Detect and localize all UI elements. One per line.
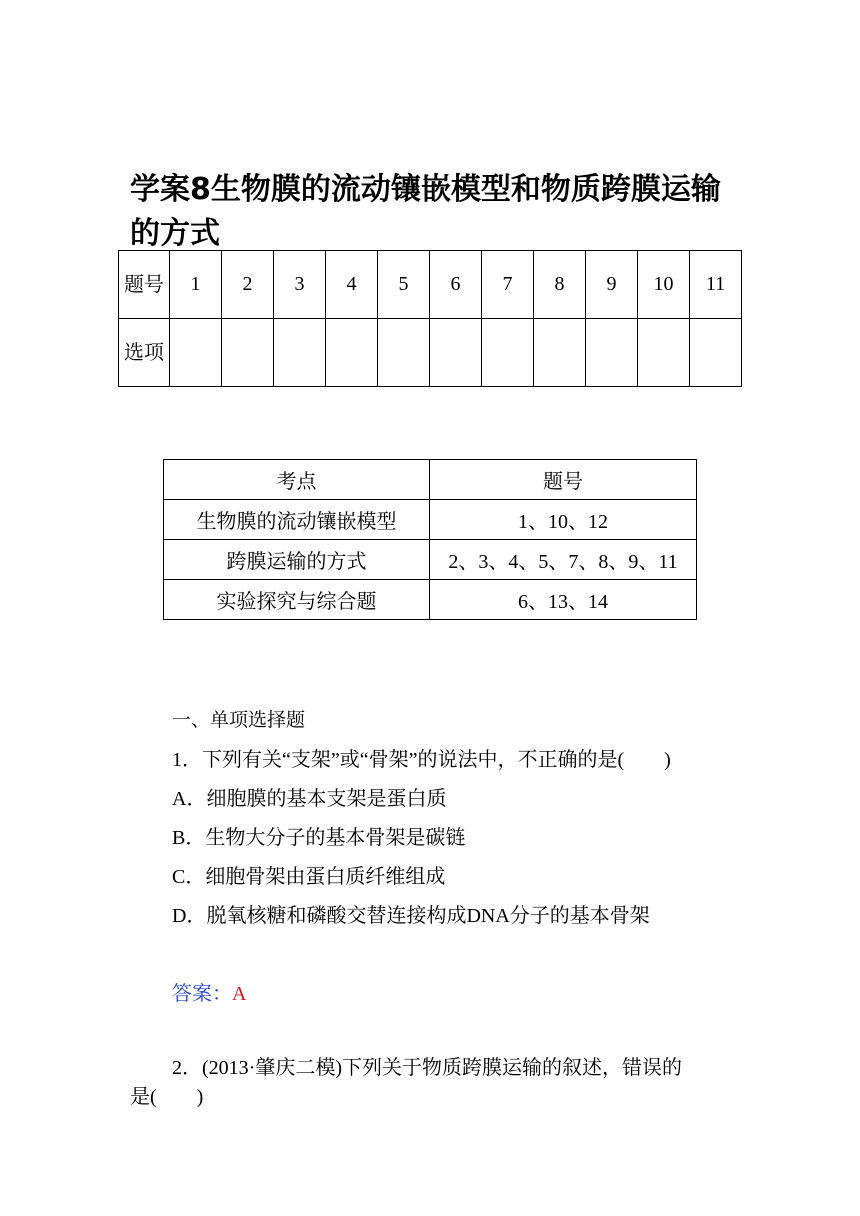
answer-grid-option-row [119,319,742,387]
topic-table [163,459,697,620]
answer-cell[interactable] [586,319,638,387]
answer-cell[interactable] [690,319,742,387]
table-row [164,540,697,580]
option-header: 选项 [119,319,170,387]
question-numbers-cell: 1、10、12 [430,500,697,540]
question-number-cell: 10 [638,251,690,319]
topic-cell: 跨膜运输的方式 [164,540,430,580]
topic-column-header: 考点 [164,460,430,500]
answer-cell[interactable] [378,319,430,387]
answer-cell[interactable] [534,319,586,387]
answer-cell[interactable] [274,319,326,387]
question-numbers-cell: 2、3、4、5、7、8、9、11 [430,540,697,580]
question-number-cell: 7 [482,251,534,319]
page-title: 学案8生物膜的流动镶嵌模型和物质跨膜运输的方式 [130,172,721,251]
question-number-cell: 5 [378,251,430,319]
section-heading: 一、单项选择题 [172,709,306,731]
answer-cell[interactable] [482,319,534,387]
answer-cell[interactable] [222,319,274,387]
topic-table-header-row [164,460,697,500]
question-number-cell: 6 [430,251,482,319]
question-1-option-a: A．细胞膜的基本支架是蛋白质 [172,788,447,810]
question-number-cell: 1 [170,251,222,319]
question-number-cell: 11 [690,251,742,319]
question-1-stem: 1．下列有关“支架”或“骨架”的说法中，不正确的是( ) [172,749,671,771]
answer-grid [118,250,742,387]
question-1-answer [172,980,246,1008]
question-2-stem-line-2: 是( ) [130,1086,204,1108]
question-1-option-b: B．生物大分子的基本骨架是碳链 [172,827,466,849]
question-1-option-d: D．脱氧核糖和磷酸交替连接构成DNA分子的基本骨架 [172,905,650,927]
answer-value: A [232,983,247,1005]
answer-grid-number-row [119,251,742,319]
question-numbers-column-header: 题号 [430,460,697,500]
question-number-cell: 3 [274,251,326,319]
question-2-stem-line-1: 2．(2013·肇庆二模)下列关于物质跨膜运输的叙述，错误的 [172,1057,682,1079]
answer-cell[interactable] [638,319,690,387]
table-row [164,580,697,620]
topic-cell: 生物膜的流动镶嵌模型 [164,500,430,540]
question-numbers-cell: 6、13、14 [430,580,697,620]
answer-cell[interactable] [170,319,222,387]
question-number-header: 题号 [119,251,170,319]
topic-cell: 实验探究与综合题 [164,580,430,620]
question-number-cell: 2 [222,251,274,319]
answer-cell[interactable] [326,319,378,387]
answer-cell[interactable] [430,319,482,387]
question-number-cell: 9 [586,251,638,319]
answer-label: 答案： [172,983,232,1005]
question-number-cell: 8 [534,251,586,319]
question-1-option-c: C．细胞骨架由蛋白质纤维组成 [172,866,446,888]
question-number-cell: 4 [326,251,378,319]
table-row [164,500,697,540]
